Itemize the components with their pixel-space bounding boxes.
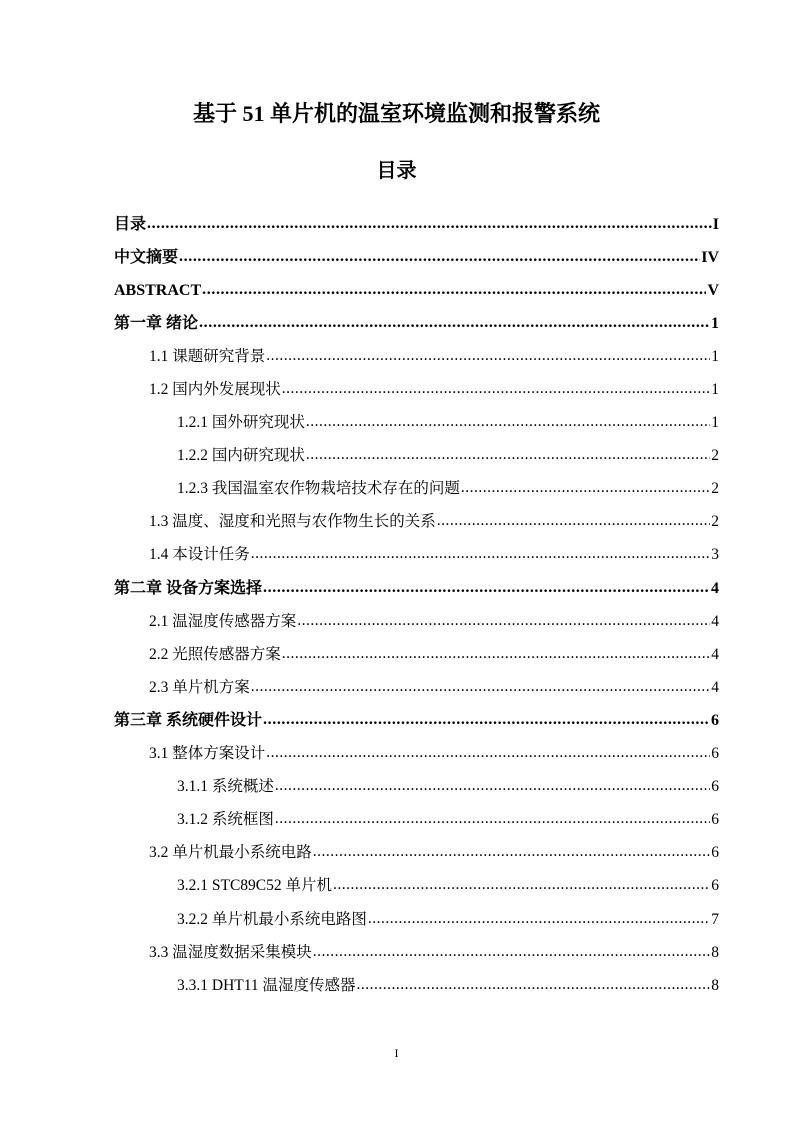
toc-entry-page: 1 [711,414,719,432]
toc-entry[interactable] [0,870,793,903]
toc-entry[interactable] [0,473,793,506]
toc-entry-label: 3.1.2 系统框图 [177,811,274,829]
toc-entry[interactable] [0,539,793,572]
toc-dot-leader [306,413,710,433]
toc-dot-leader [147,215,712,235]
toc-entry-label: 1.2.2 国内研究现状 [177,447,305,465]
toc-dot-leader [251,678,710,698]
toc-dot-leader [306,446,710,466]
toc-entry-page: 7 [711,910,719,928]
toc-dot-leader [313,843,710,863]
toc-entry-label: 3.2.2 单片机最小系统电路图 [177,910,367,928]
toc-entry[interactable] [0,241,793,274]
toc-dot-leader [266,744,710,764]
toc-entry-label: 目录 [114,215,147,233]
toc-dot-leader [282,645,710,665]
toc-dot-leader [313,943,710,963]
toc-entry-page: IV [701,248,719,266]
toc-entry-page: 6 [711,711,719,729]
toc-entry[interactable] [0,506,793,539]
toc-entry-page: 2 [711,447,719,465]
toc-entry-label: 1.2.3 我国温室农作物栽培技术存在的问题 [177,480,460,498]
toc-dot-leader [251,545,710,565]
toc-entry-page: 2 [711,513,719,531]
toc-dot-leader [275,777,710,797]
toc-entry-page: 1 [711,314,719,332]
toc-heading: 目录 [376,160,417,182]
toc-entry-label: 中文摘要 [114,248,179,266]
toc-entry-page: 6 [711,811,719,829]
toc-entry-page: 6 [711,745,719,763]
toc-entry-page: 6 [711,844,719,862]
toc-entry-label: 1.2.1 国外研究现状 [177,414,305,432]
toc-entry-label: 1.2 国内外发展现状 [149,381,281,399]
toc-entry-page: V [707,281,719,299]
toc-dot-leader [263,711,710,731]
toc-entry-page: 1 [711,381,719,399]
toc-entry-label: 1.4 本设计任务 [149,546,250,564]
toc-entry-page: 6 [711,778,719,796]
toc-entry[interactable] [0,671,793,704]
toc-entry-page: 3 [711,546,719,564]
toc-dot-leader [263,579,710,599]
toc-entry[interactable] [0,738,793,771]
toc-entry[interactable] [0,373,793,406]
toc-dot-leader [437,512,710,532]
toc-entry[interactable] [0,638,793,671]
toc-entry-label: 2.2 光照传感器方案 [149,645,281,663]
table-of-contents [0,208,793,1002]
toc-entry[interactable] [0,804,793,837]
toc-dot-leader [199,314,710,334]
toc-dot-leader [266,347,710,367]
toc-entry[interactable] [0,440,793,473]
toc-dot-leader [282,380,710,400]
toc-dot-leader [275,810,710,830]
toc-entry[interactable] [0,936,793,969]
toc-entry-label: 1.3 温度、湿度和光照与农作物生长的关系 [149,513,436,531]
toc-entry[interactable] [0,771,793,804]
document-title: 基于 51 单片机的温室环境监测和报警系统 [192,101,600,126]
toc-dot-leader [297,612,710,632]
toc-entry[interactable] [0,407,793,440]
toc-dot-leader [461,479,710,499]
toc-entry-page: 4 [711,579,719,597]
toc-entry-label: 3.3.1 DHT11 温湿度传感器 [177,976,356,994]
toc-entry-label: 3.1 整体方案设计 [149,745,266,763]
toc-entry-label: 2.3 单片机方案 [149,678,250,696]
toc-entry-label: 3.1.1 系统概述 [177,778,274,796]
toc-entry-label: 第一章 绪论 [114,314,199,332]
toc-dot-leader [368,910,710,930]
toc-entry[interactable] [0,903,793,936]
toc-dot-leader [179,248,700,268]
toc-dot-leader [333,876,710,896]
toc-entry[interactable] [0,572,793,605]
toc-entry[interactable] [0,704,793,737]
toc-entry-label: 2.1 温湿度传感器方案 [149,612,297,630]
toc-entry-page: 6 [711,877,719,895]
toc-entry-page: 1 [711,347,719,365]
toc-entry-label: 第三章 系统硬件设计 [114,711,263,729]
toc-entry-page: 4 [711,678,719,696]
toc-entry-label: ABSTRACT [114,281,202,299]
toc-entry[interactable] [0,837,793,870]
toc-entry[interactable] [0,969,793,1002]
toc-entry[interactable] [0,208,793,241]
toc-entry-label: 3.3 温湿度数据采集模块 [149,943,312,961]
toc-entry-page: I [712,215,719,233]
toc-entry-label: 1.1 课题研究背景 [149,347,266,365]
toc-entry-label: 3.2.1 STC89C52 单片机 [177,877,333,895]
toc-entry-page: 2 [711,480,719,498]
toc-entry-page: 4 [711,612,719,630]
footer-page-number: I [394,1046,399,1060]
toc-entry[interactable] [0,307,793,340]
toc-entry[interactable] [0,340,793,373]
toc-entry[interactable] [0,274,793,307]
toc-entry[interactable] [0,605,793,638]
toc-entry-label: 3.2 单片机最小系统电路 [149,844,312,862]
toc-entry-page: 8 [711,943,719,961]
toc-dot-leader [202,281,706,301]
toc-entry-label: 第二章 设备方案选择 [114,579,263,597]
toc-entry-page: 8 [711,976,719,994]
toc-entry-page: 4 [711,645,719,663]
toc-dot-leader [357,976,711,996]
